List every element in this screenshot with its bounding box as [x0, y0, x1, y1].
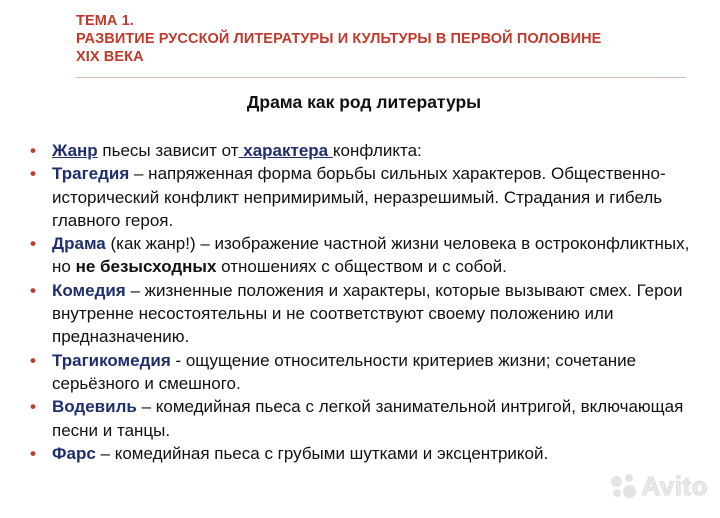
bullet-list — [30, 139, 710, 465]
bullet-marker: • — [30, 397, 36, 417]
term-genre: Жанр — [52, 141, 98, 160]
vaudeville-text: – комедийная пьеса с легкой занимательной интригой, включающая песни и танцы. — [52, 397, 684, 440]
genre-text: пьесы зависит от — [97, 141, 239, 160]
tragicomedy-text: - ощущение относительности критериев жизни; сочетание серьёзного и смешного. — [52, 350, 637, 393]
term-tragedy: Трагедия — [52, 164, 130, 184]
term-drama: Драма — [52, 234, 106, 254]
watermark-text: Avito — [641, 471, 708, 501]
header-topic-number: ТЕМА 1. — [76, 13, 134, 29]
term-farce: Фарс — [52, 443, 96, 463]
header-divider — [76, 77, 686, 78]
avito-watermark — [611, 471, 708, 502]
term-comedy: Комедия — [52, 280, 126, 300]
header-topic-title-cont: XIX ВЕКА — [76, 49, 144, 65]
term-tragicomedy: Трагикомедия — [52, 350, 171, 370]
list-item-tragedy — [30, 162, 710, 232]
list-item-drama — [30, 232, 710, 279]
list-item-genre — [30, 139, 710, 162]
genre-text-end: конфликта: — [332, 141, 422, 160]
header-topic-title: РАЗВИТИЕ РУССКОЙ ЛИТЕРАТУРЫ И КУЛЬТУРЫ В ПЕРВОЙ ПОЛОВИНЕ — [76, 31, 602, 47]
farce-text: – комедийная пьеса с грубыми шутками и эксцентрикой. — [95, 443, 549, 463]
term-vaudeville: Водевиль — [52, 397, 137, 417]
slide-title: Драма как род литературы — [246, 92, 482, 112]
genre-emphasis: характера — [238, 141, 333, 160]
bullet-marker: • — [30, 280, 36, 300]
avito-logo-icon — [611, 474, 637, 500]
bullet-marker: • — [30, 234, 36, 254]
slide-header — [76, 12, 696, 66]
drama-text: (как жанр!) – изображение частной жизни человека в остроконфликтных, но — [52, 234, 690, 277]
drama-text-end: отношениях с обществом и с собой. — [216, 257, 507, 277]
list-item-vaudeville — [30, 395, 710, 442]
comedy-text: – жизненные положения и характеры, которые вызывают смех. Герои внутренне несостоятельны и не соответствуют своему положению или предназначению. — [52, 280, 683, 347]
list-item-farce — [30, 442, 710, 465]
list-item-tragicomedy — [30, 349, 710, 396]
bullet-marker: • — [30, 443, 36, 463]
bullet-marker: • — [30, 350, 36, 370]
bullet-marker: • — [30, 141, 36, 160]
drama-emphasis: не безысходных — [75, 257, 217, 277]
tragedy-text: – напряженная форма борьбы сильных характеров. Общественно-исторический конфликт непримиримый, неразрешимый. Страдания и гибель главного героя. — [52, 164, 666, 230]
bullet-marker: • — [30, 164, 36, 184]
list-item-comedy — [30, 279, 710, 349]
